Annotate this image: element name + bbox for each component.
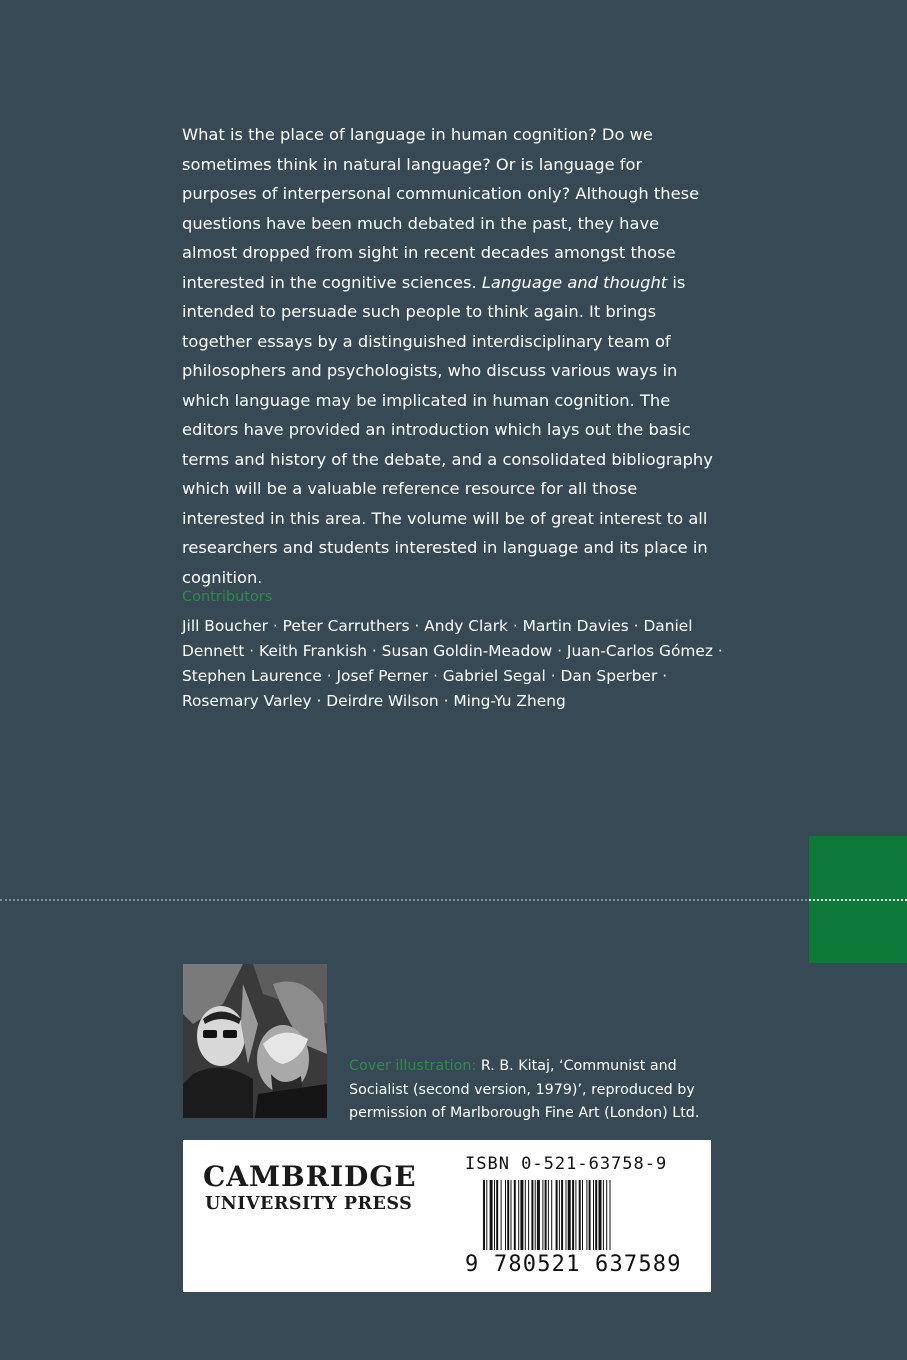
credit-text: R. B. Kitaj, ‘Communist and Socialist (second version, 1979)’, reproduced by permission of Marlborough Fine Art (London) Ltd. <box>349 1058 700 1121</box>
back-cover-blurb <box>182 120 717 592</box>
barcode-digits: 9 780521 637589 <box>465 1252 682 1277</box>
book-title-italic: Language and thought <box>481 272 668 292</box>
dotted-divider <box>0 899 907 901</box>
cover-illustration-image <box>183 964 327 1118</box>
contributors-list: Jill Boucher · Peter Carruthers · Andy Clark · Martin Davies · Daniel Dennett · Keith Frankish · Susan Goldin-Meadow · Juan-Carlos Gómez · Stephen Laurence · Josef Perner · Gabriel Segal · Dan Sperber · Rosemary Varley · Deirdre Wilson · Ming-Yu Zheng <box>182 617 723 710</box>
isbn-number: ISBN 0-521-63758-9 <box>465 1154 668 1174</box>
isbn-panel <box>183 1140 711 1292</box>
blurb-text-part2: is intended to persuade such people to think again. It brings together essays by a distinguished interdisciplinary team of philosophers and psychologists, who discuss various ways in which language may be implicated in human cognition. The editors have provided an introduction which lays out the basic terms and history of the debate, and a consolidated bibliography which will be a valuable reference resource for all those interested in this area. The volume will be of great interest to all researchers and students interested in language and its place in cognition. <box>182 272 713 587</box>
blurb-text-part1: What is the place of language in human cognition? Do we sometimes think in natural language? Or is language for purposes of interpersonal communication only? Although these questions have been much debated in the past, they have almost dropped from sight in recent decades amongst those interested in the cognitive sciences. <box>182 125 700 292</box>
credit-label: Cover illustration: <box>349 1058 477 1074</box>
contributors-heading: Contributors <box>182 589 273 605</box>
dotted-divider-tab <box>809 899 907 901</box>
barcode-icon <box>483 1180 683 1250</box>
cover-illustration-credit <box>349 1055 709 1126</box>
publisher-name-line2: UNIVERSITY PRESS <box>205 1194 413 1214</box>
publisher-name-line1: CAMBRIDGE <box>203 1160 417 1193</box>
